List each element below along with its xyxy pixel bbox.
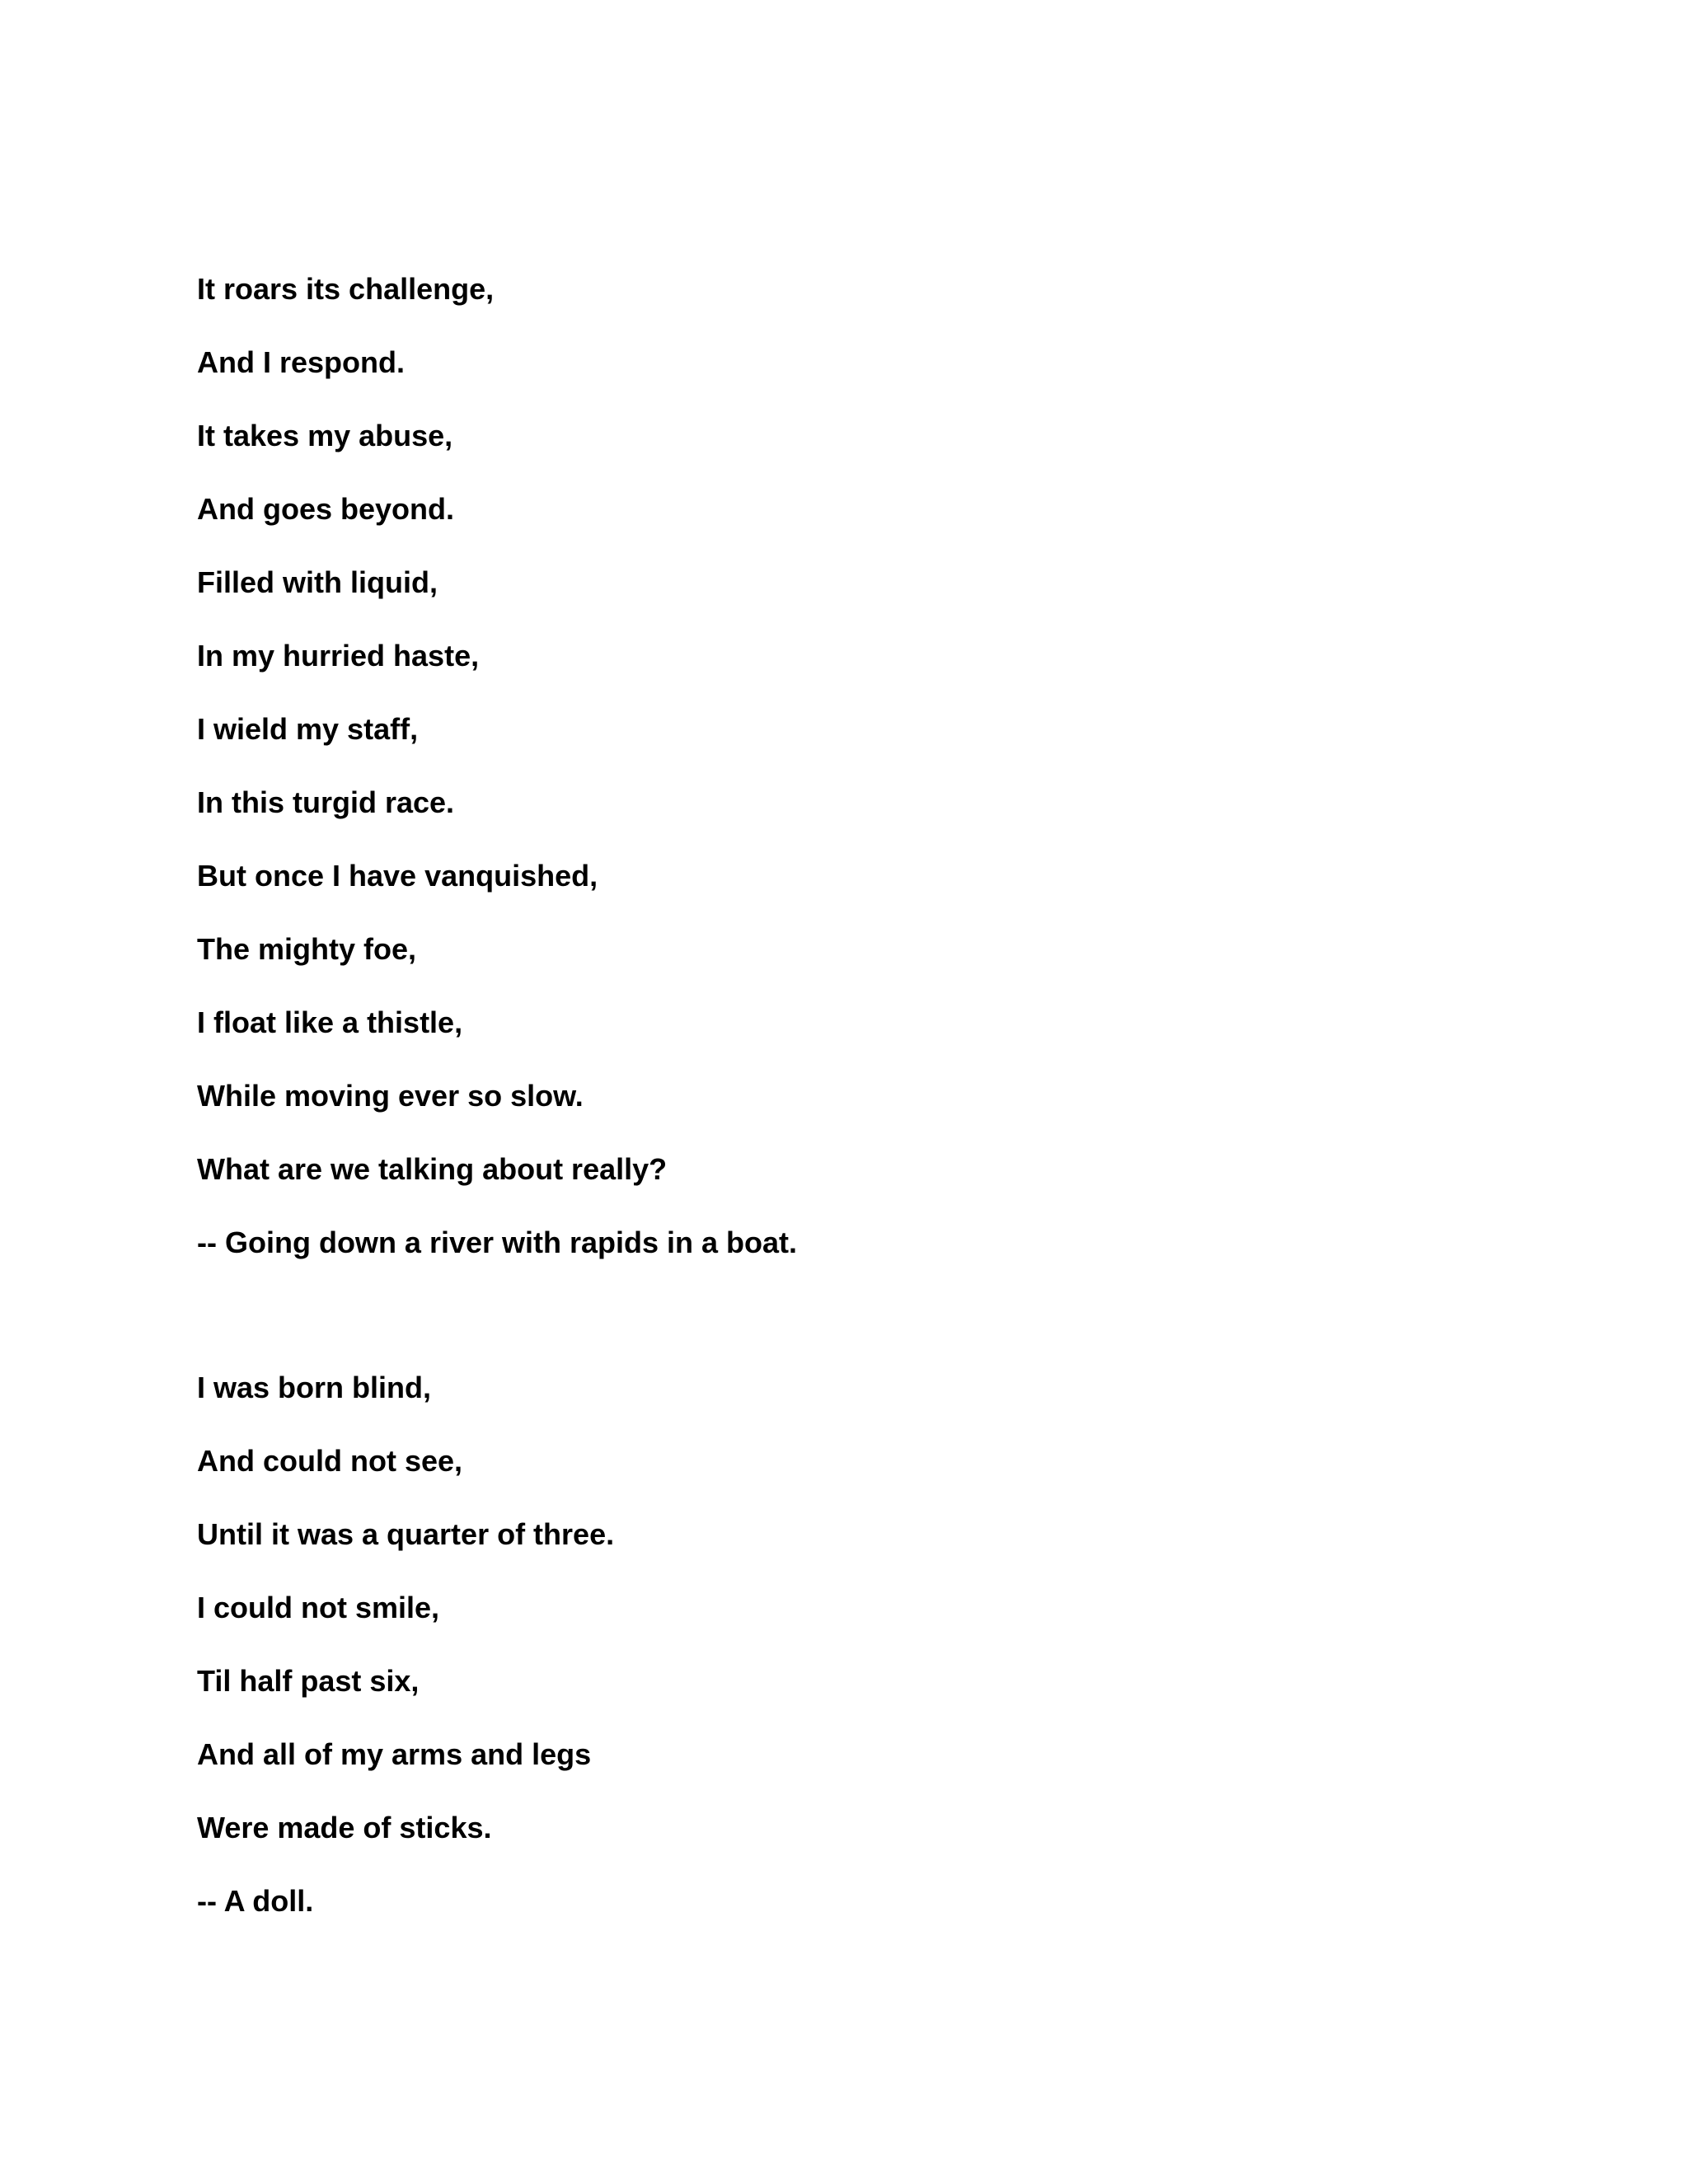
poem-line: What are we talking about really? [197, 1152, 668, 1186]
poem-line: While moving ever so slow. [197, 1079, 584, 1113]
poem-line: The mighty foe, [197, 932, 417, 966]
poem-line: In this turgid race. [197, 785, 455, 819]
poem-line: And I respond. [197, 345, 405, 379]
poem-line: It takes my abuse, [197, 419, 453, 452]
poem-line: And all of my arms and legs [197, 1737, 592, 1771]
poem-line: I could not smile, [197, 1591, 440, 1624]
poem-line: I float like a thistle, [197, 1005, 463, 1039]
poem-line: Until it was a quarter of three. [197, 1517, 615, 1551]
poem-line: I wield my staff, [197, 712, 419, 746]
poem-line: And goes beyond. [197, 492, 455, 526]
poem-line: And could not see, [197, 1444, 463, 1478]
poem-line: Til half past six, [197, 1664, 420, 1698]
riddle-answer: -- A doll. [197, 1884, 314, 1918]
poem-line: I was born blind, [197, 1371, 432, 1404]
poem-line: In my hurried haste, [197, 639, 480, 673]
riddle-boat [197, 269, 1433, 1296]
poem-line: But once I have vanquished, [197, 859, 598, 893]
riddle-doll [197, 1368, 1433, 1955]
riddle-answer: -- Going down a river with rapids in a boat. [197, 1226, 798, 1259]
poem-line: Were made of sticks. [197, 1811, 492, 1844]
poem-line: Filled with liquid, [197, 565, 438, 599]
poem-line: It roars its challenge, [197, 272, 495, 306]
